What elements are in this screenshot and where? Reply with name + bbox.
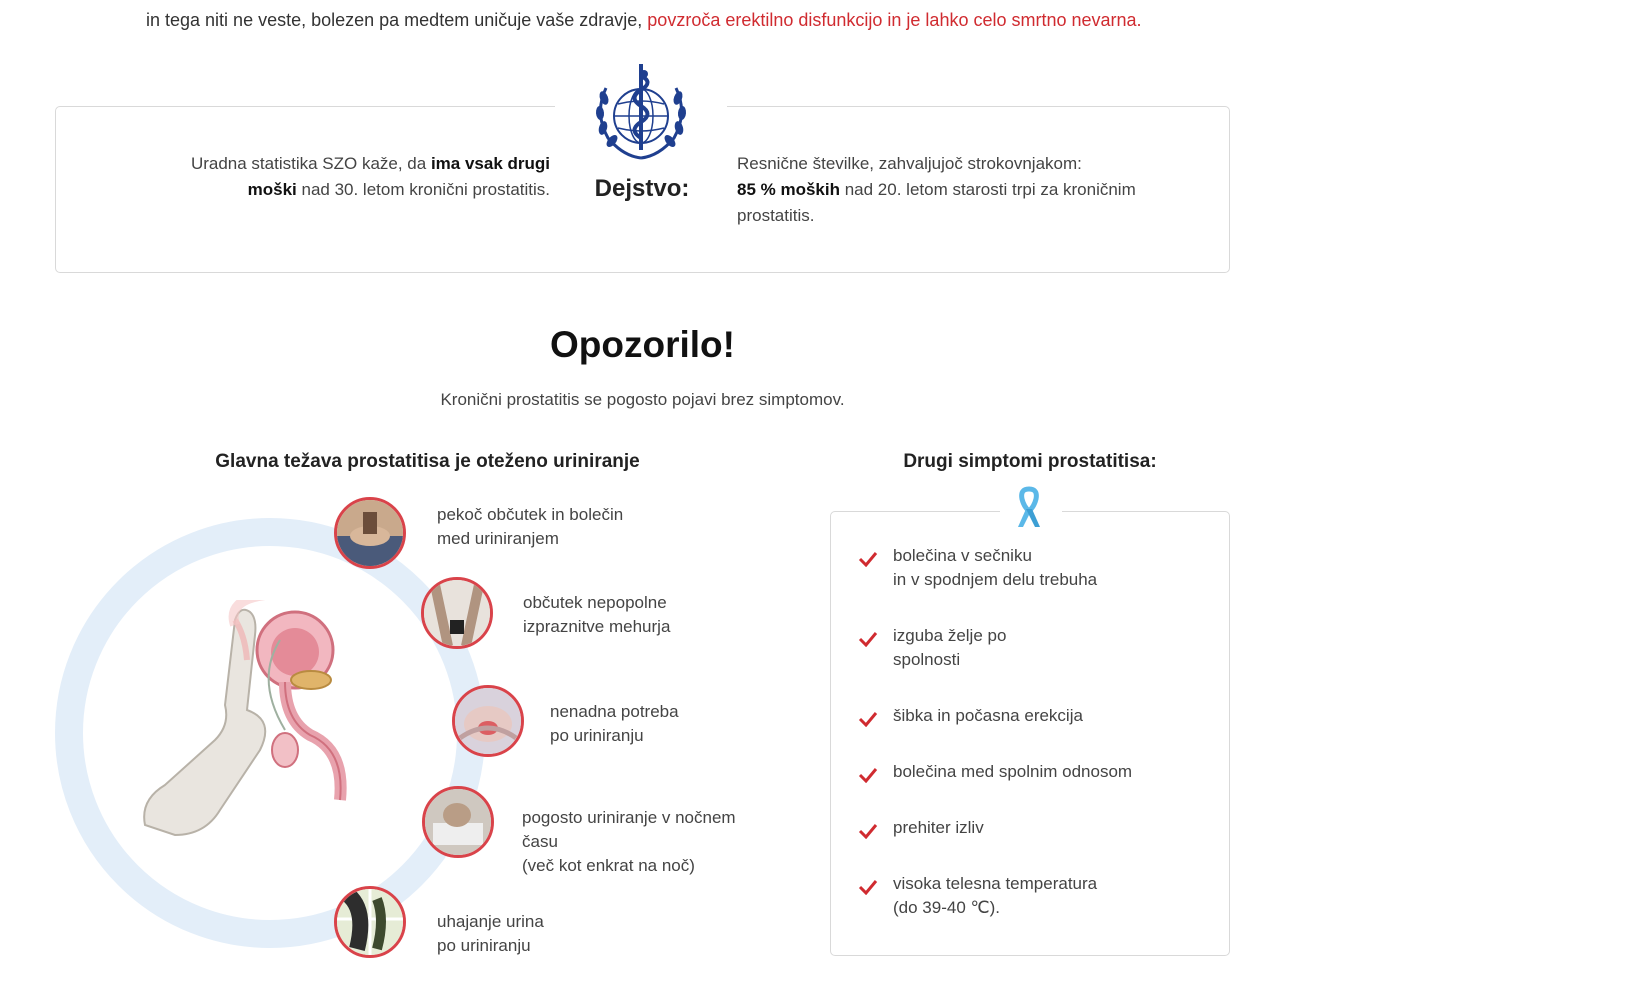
- fact-right-suffix: nad 20. letom starosti trpi za kroničnim prostatitis.: [737, 180, 1136, 225]
- fact-who-statistic: [160, 151, 550, 203]
- intro-text: [146, 10, 1142, 31]
- symptom-text-3: nenadna potreba po uriniranju: [550, 702, 679, 745]
- intro-plain: in tega niti ne veste, bolezen pa medtem uničuje vaše zdravje,: [146, 10, 648, 30]
- other-symptom-3: šibka in počasna erekcija: [893, 706, 1083, 725]
- symptom-text-4: pogosto uriniranje v nočnem času (več kot enkrat na noč): [522, 808, 736, 875]
- leakage-photo: [334, 886, 406, 958]
- warning-subtitle: Kronični prostatitis se pogosto pojavi brez simptomov.: [440, 390, 845, 409]
- prostate-exam-illustration: [135, 600, 375, 850]
- other-symptom-6: visoka telesna temperatura (do 39-40 ℃).: [893, 874, 1098, 917]
- burning-pain-photo: [334, 497, 406, 569]
- awareness-ribbon-icon: [1014, 485, 1044, 529]
- who-logo-icon: [588, 58, 694, 162]
- bladder-photo: [421, 577, 493, 649]
- fact-real-numbers: [737, 151, 1177, 229]
- check-icon: [858, 767, 878, 783]
- main-problem-title: Glavna težava prostatitisa je oteženo uriniranje: [215, 451, 640, 472]
- check-icon: [858, 551, 878, 567]
- urgency-photo: [452, 685, 524, 757]
- check-icon: [858, 823, 878, 839]
- symptom-text-5: uhajanje urina po uriniranju: [437, 912, 544, 955]
- other-symptoms-title: Drugi simptomi prostatitisa:: [903, 451, 1157, 472]
- fact-heading: Dejstvo:: [594, 175, 690, 202]
- fact-right-bold: 85 % moških: [737, 180, 840, 199]
- fact-left-suffix: nad 30. letom kronični prostatitis.: [296, 180, 550, 199]
- warning-title: Opozorilo!: [550, 324, 735, 365]
- symptom-text-2: občutek nepopolne izpraznitve mehurja: [523, 593, 671, 636]
- other-symptom-2: izguba želje po spolnosti: [893, 626, 1007, 669]
- fact-right-line1: Resnične številke, zahvaljujoč strokovnjakom:: [737, 154, 1082, 173]
- other-symptom-4: bolečina med spolnim odnosom: [893, 762, 1133, 781]
- fact-left-bold: ima vsak drugi moški: [247, 154, 550, 199]
- other-symptom-5: prehiter izliv: [893, 818, 984, 837]
- check-icon: [858, 879, 878, 895]
- check-icon: [858, 631, 878, 647]
- intro-highlight: povzroča erektilno disfunkcijo in je lahko celo smrtno nevarna.: [647, 10, 1142, 30]
- symptom-text-1: pekoč občutek in bolečin med uriniranjem: [437, 505, 624, 548]
- night-urination-photo: [422, 786, 494, 858]
- other-symptom-1: bolečina v sečniku in v spodnjem delu trebuha: [893, 546, 1098, 589]
- fact-left-prefix: Uradna statistika SZO kaže, da: [190, 154, 431, 173]
- check-icon: [858, 711, 878, 727]
